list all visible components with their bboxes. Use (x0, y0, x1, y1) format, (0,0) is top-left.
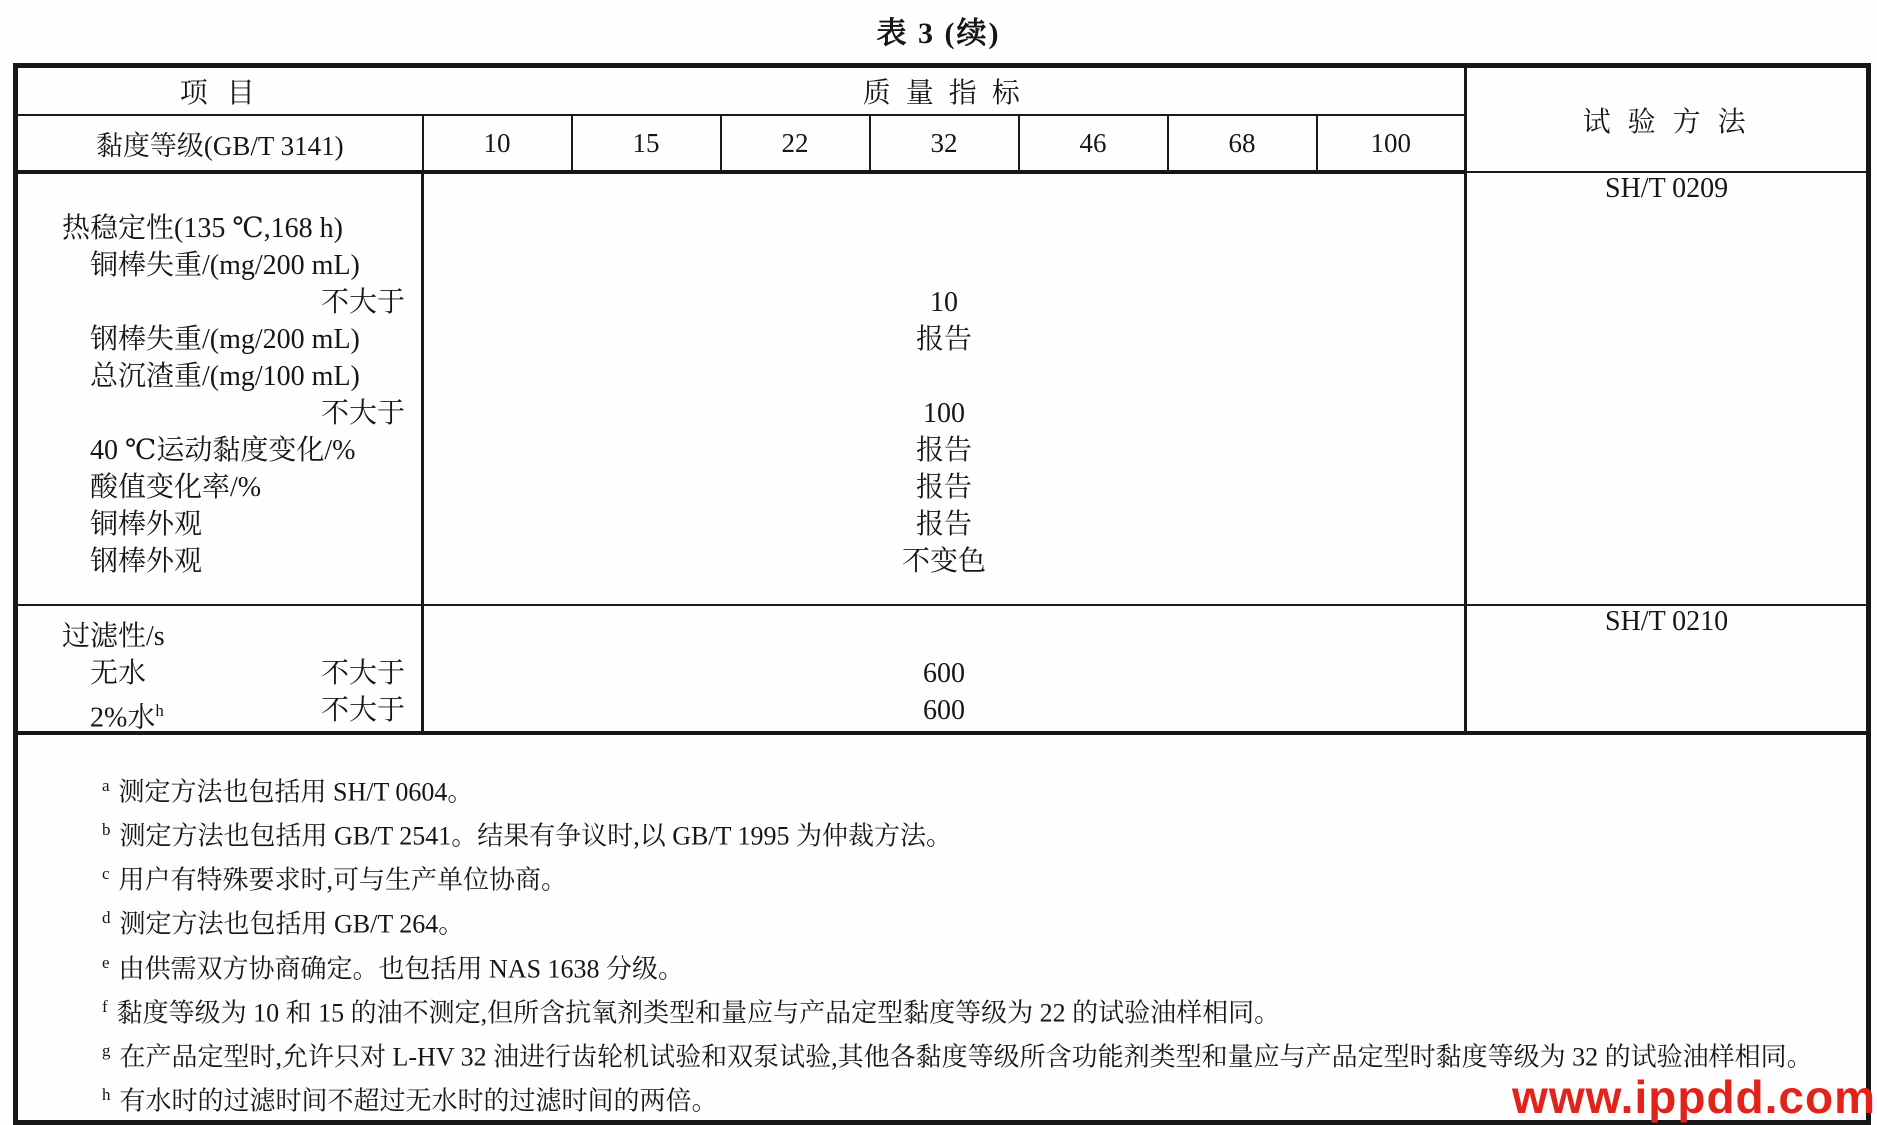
test-method-sht0210: SH/T 0210 (1466, 605, 1869, 733)
spec-item-line: 热稳定性(135 ℃,168 h) (62, 213, 343, 244)
spec-value: 100 (923, 398, 966, 429)
spec-value: 报告 (916, 472, 973, 503)
footnote-d: $^d$ 测定方法也包括用 GB/T 264。 (102, 908, 465, 940)
grade-cell-10: 10 (423, 115, 572, 172)
section1-values-cell (423, 172, 1466, 605)
header-quality-indicators: 质 量 指 标 (423, 66, 1466, 116)
page-title: 表 3 (续) (876, 17, 1001, 50)
spec-item-line: 不大于 (320, 287, 405, 318)
footnote-f: $^f$ 黏度等级为 10 和 15 的油不测定,但所含抗氧剂类型和量应与产品定型黏度等级为 22 的试验油样相同。 (102, 996, 1281, 1028)
spec-item-line: 钢棒外观 (90, 546, 203, 577)
header-row-1 (16, 66, 1869, 116)
footnote-ref-h: h (155, 701, 164, 720)
footnote-a: $^a$ 测定方法也包括用 SH/T 0604。 (102, 776, 474, 807)
spec-value (424, 247, 1464, 284)
spec-value (424, 358, 1464, 395)
spec-item-line: 过滤性/s (62, 621, 165, 652)
spec-item-line: 总沉渣重/(mg/100 mL) (90, 361, 360, 392)
spec-value: 报告 (916, 435, 973, 466)
spec-item-line: 2%水$^h$ 不大于 (90, 695, 405, 734)
spec-item-line: 钢棒失重/(mg/200 mL) (90, 324, 360, 355)
spec-value: 10 (930, 287, 959, 318)
grade-cell-22: 22 (721, 115, 870, 172)
section-thermal-stability (16, 172, 1869, 605)
spec-item-line: 40 ℃运动黏度变化/% (90, 435, 356, 466)
spec-value: 不变色 (902, 546, 987, 577)
spec-item-line: 酸值变化率/% (90, 472, 262, 503)
spec-item-line: 不大于 (320, 398, 405, 429)
footnote-b: $^b$ 测定方法也包括用 GB/T 2541。结果有争议时,以 GB/T 1995 为仲裁方法。 (102, 820, 953, 851)
spec-value: 600 (923, 695, 966, 726)
test-method-sht0209: SH/T 0209 (1466, 172, 1869, 605)
section-filterability (16, 605, 1869, 733)
section2-values-cell (423, 605, 1466, 733)
section1-items-cell (16, 172, 423, 605)
header-test-method: 试 验 方 法 (1466, 66, 1869, 173)
spec-value: 600 (923, 658, 966, 689)
footnotes-cell (16, 733, 1869, 1123)
footnotes-row (16, 733, 1869, 1123)
viscosity-grade-label: 黏度等级(GB/T 3141) (16, 115, 423, 172)
footnote-h: $^h$ 有水时的过滤时间不超过无水时的过滤时间的两倍。 (102, 1085, 718, 1116)
spec-item-line: 无水 不大于 (90, 658, 405, 689)
spec-value (424, 618, 1464, 655)
spec-item-line: 铜棒外观 (90, 509, 203, 540)
header-item: 项 目 (16, 66, 423, 116)
grade-cell-68: 68 (1168, 115, 1317, 172)
footnote-g: $^g$ 在产品定型时,允许只对 L-HV 32 油进行齿轮机试验和双泵试验,其他各黏度等级所含功能剂类型和量应与产品定型时黏度等级为 32 的试验油样相同。 (102, 1040, 1813, 1072)
watermark-text: www.ippdd.com (1512, 1071, 1876, 1123)
spec-value: 报告 (916, 509, 973, 540)
spec-value (424, 210, 1464, 247)
spec-item-line: 铜棒失重/(mg/200 mL) (90, 250, 360, 281)
grade-cell-15: 15 (572, 115, 721, 172)
footnote-e: $^e$ 由供需双方协商确定。也包括用 NAS 1638 分级。 (102, 952, 685, 984)
spec-table (13, 63, 1871, 1125)
footnote-c: $^c$ 用户有特殊要求时,可与生产单位协商。 (102, 864, 568, 895)
grade-cell-32: 32 (870, 115, 1019, 172)
section2-items-cell (16, 605, 423, 733)
grade-cell-100: 100 (1317, 115, 1466, 172)
grade-cell-46: 46 (1019, 115, 1168, 172)
spec-value: 报告 (916, 324, 973, 355)
